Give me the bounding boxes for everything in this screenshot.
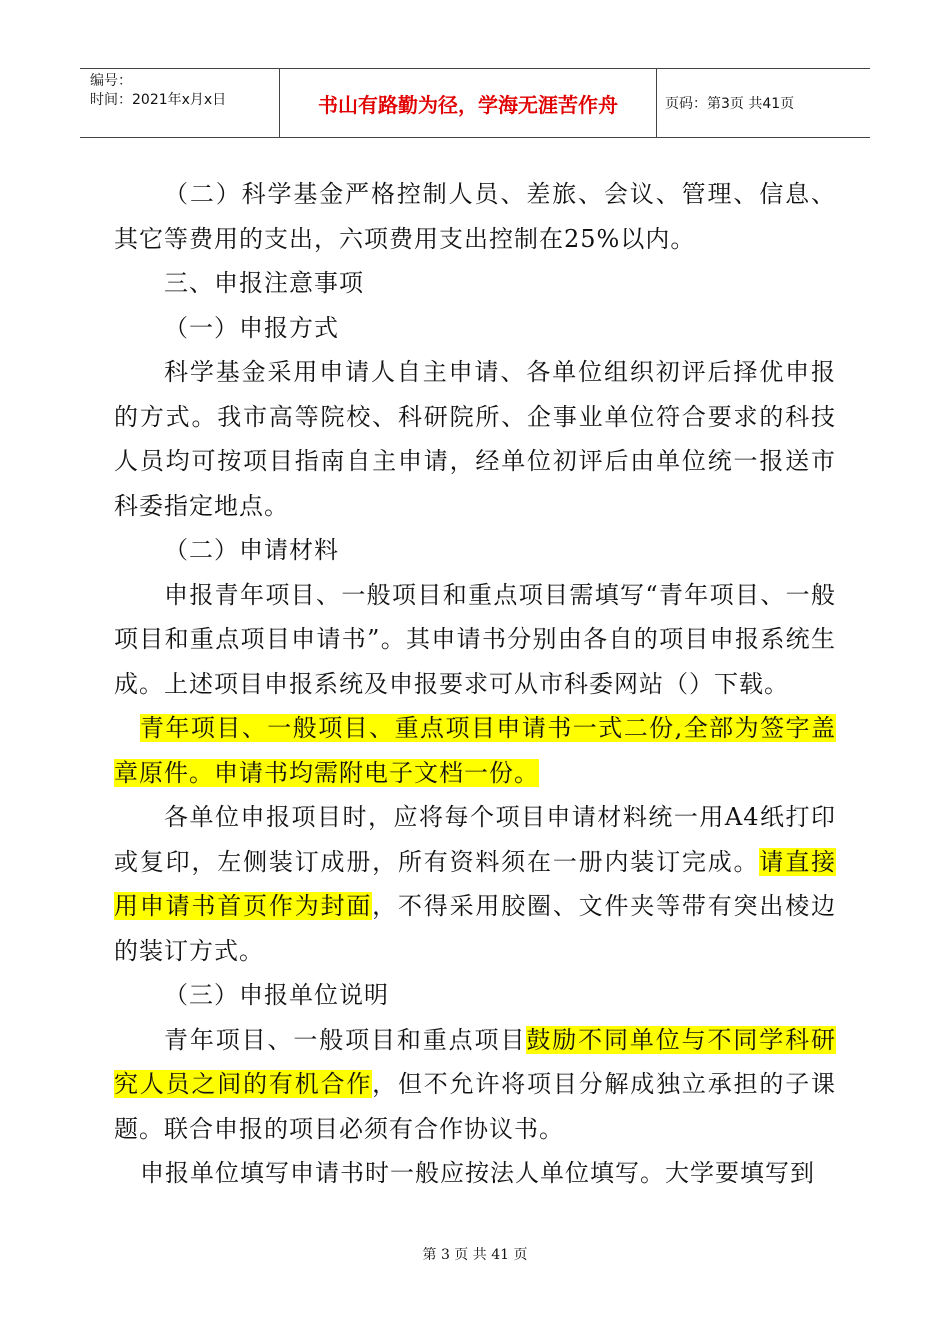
header-meta [80, 69, 280, 137]
paragraph-units [114, 1018, 836, 1152]
highlight-copies: 青年项目、一般项目、重点项目申请书一式二份,全部为签字盖章原件。申请书均需附电子文档一份。 [114, 714, 836, 787]
subheading-materials: （二）申请材料 [164, 536, 339, 564]
time-label: 时间：2021年x月x日 [90, 92, 227, 108]
units-text-1: 青年项目、一般项目和重点项目 [164, 1025, 527, 1054]
document-body [114, 172, 836, 1196]
subheading-units: （三）申报单位说明 [164, 981, 389, 1009]
page-footer: 第 3 页 共 41 页 [422, 1247, 528, 1263]
number-label: 编号： [90, 73, 132, 89]
paragraph-legal-unit: 申报单位填写申请书时一般应按法人单位填写。大学要填写到 [140, 1159, 815, 1187]
header-page-info: 页码：第3页 共41页 [665, 96, 795, 112]
paragraph-binding [114, 795, 836, 973]
paragraph-method: 科学基金采用申请人自主申请、各单位组织初评后择优申报的方式。我市高等院校、科研院所、企事业单位符合要求的科技人员均可按项目指南自主申请，经单位初评后由单位统一报送市科委指定地点。 [114, 358, 836, 520]
paragraph-copies [114, 706, 836, 795]
header-motto: 书山有路勤为径，学海无涯苦作舟 [280, 69, 657, 137]
highlight-cover: 请直接用申请书首页作为封面 [114, 847, 837, 920]
binding-text-2: ，不得采用胶圈、文件夹等带有突出棱边的装订方式。 [114, 892, 837, 965]
paragraph-expense-control: （二）科学基金严格控制人员、差旅、会议、管理、信息、其它等费用的支出，六项费用支出控制在25%以内。 [114, 180, 836, 253]
highlight-cooperation: 鼓励不同单位与不同学科研究人员之间的有机合作 [114, 1025, 837, 1098]
page-header [80, 68, 870, 138]
subheading-method: （一）申报方式 [164, 313, 339, 342]
binding-text-1: 各单位申报项目时，应将每个项目申请材料统一用A4纸打印或复印，左侧装订成册，所有资料须在一册内装订完成。 [114, 803, 836, 876]
section-heading-notes: 三、申报注意事项 [164, 269, 364, 297]
paragraph-materials: 申报青年项目、一般项目和重点项目需填写“青年项目、一般项目和重点项目申请书”。其申请书分别由各自的项目申报系统生成。上述项目申报系统及申报要求可从市科委网站（）下载。 [114, 580, 836, 698]
units-text-2: ，但不允许将项目分解成独立承担的子课题。联合申报的项目必须有合作协议书。 [114, 1070, 837, 1143]
